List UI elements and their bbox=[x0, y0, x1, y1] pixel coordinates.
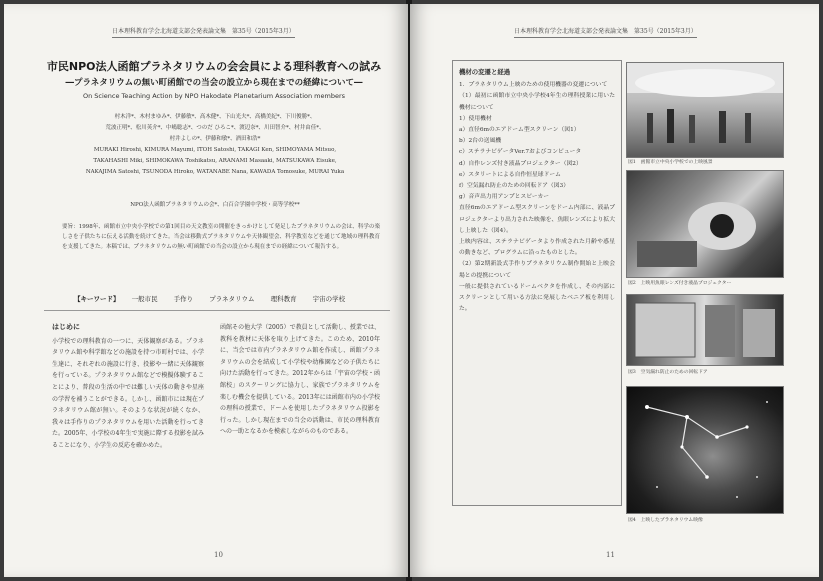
list-item: （1）最初に函館市立中央小学校4年生の理科授業に用いた機材について bbox=[459, 93, 615, 111]
photo-illustration bbox=[627, 295, 783, 365]
left-page bbox=[4, 4, 408, 577]
photo-illustration bbox=[627, 387, 783, 513]
keyword: 手作り bbox=[173, 295, 194, 303]
paper-title: 市民NPO法人函館プラネタリウムの会会員による理科教育への試み bbox=[46, 60, 382, 73]
list-item: f）空気漏れ防止のための回転ドア（図3） bbox=[459, 183, 570, 190]
keywords bbox=[74, 294, 359, 303]
equipment-textbox bbox=[452, 60, 622, 506]
list-item: b）2台の送風機 bbox=[459, 138, 502, 145]
list-item: c）ステラナビゲータVer.7およびコンピュータ bbox=[459, 149, 582, 156]
list-item: g）音声出力用アンプとスピーカー bbox=[459, 194, 550, 201]
keyword: 宇宙の学校 bbox=[312, 295, 346, 303]
figure-4-photo bbox=[626, 386, 784, 514]
divider bbox=[44, 310, 390, 311]
page-number: 10 bbox=[214, 551, 223, 559]
figure-caption: 図4 上映したプラネタリウム映像 bbox=[628, 518, 703, 523]
author-line: 村井よしの*、伊藤和敏*、酒田和浩* bbox=[169, 136, 261, 142]
body-text: 小学校での理科教育の一つに、天体観察がある。プラネタリウム館や科学館などの施設を持つ市町村では、小学生達に、それぞれの施設に行き、投影や一緒に天体観察を行っている。プラネタリウム館などで模擬体験することにより、普段の生活の中では難しい天体の動きや星座の学習を補うことができる。しかし、函館市には現在プラネタリウム館が無い。そのような状況が続くなか、我々は手作りのプラネタリウムを用いた活動を行ってきた。2005年、小学校の4年生で実施に際する投影を試みることになり、小学生の反応を確かめた。 bbox=[52, 337, 204, 449]
list-item: （2）第2期新設式手作りプラネタリウム制作開始と上映会場との提携について bbox=[459, 261, 615, 279]
body-column-1 bbox=[52, 322, 204, 452]
author-line: NAKAJIMA Satoshi, TSUNODA Hiroko, WATANABE Nana, KAWADA Tomosuke, MURAI Yuka bbox=[85, 169, 345, 175]
photo-illustration bbox=[627, 63, 783, 157]
abstract: 要旨：1998年、函館市立中央小学校での第1回目の天文教室の開催をきっかけとして発足したプラネタリウムの会は、科学の楽しさを子供たちに伝える活動を続けてきた。当会は移動式プラネタリウムや天体観望会、科学教室などを通じて地域の理科教育を支援してきた。本稿では、プラネタリウムの無い町函館での当会の設立から現在までの経緯について報告する。 bbox=[62, 224, 380, 250]
keyword: 理科教育 bbox=[270, 295, 297, 303]
english-title: On Science Teaching Action by NPO Hakodate Planetarium Association members bbox=[82, 92, 346, 100]
figure-caption: 図2 上映用魚眼レンズ付き液晶プロジェクター bbox=[628, 281, 732, 286]
list-item: a）直径6mのエアドーム型スクリーン（図1） bbox=[459, 127, 580, 134]
textbox-column bbox=[459, 67, 615, 315]
figure-caption: 図3 空気漏れ防止のための回転ドア bbox=[628, 370, 708, 375]
author-list bbox=[60, 112, 370, 178]
right-page bbox=[410, 4, 819, 577]
figure-caption: 図1 函館市立中央小学校での上映風景 bbox=[628, 160, 713, 165]
list-item: 1．プラネタリウム上映のための使用機器の変遷について bbox=[459, 82, 608, 89]
running-head: 日本理科教育学会北海道支部会発表論文集 第35号（2015年3月） bbox=[514, 26, 697, 38]
affiliation: NPO法人函館プラネタリウムの会*、白百合学園中学校・高等学校** bbox=[130, 202, 300, 208]
body-text: 函館その他大学（2005）で教員として活動し、授業では、教科を教材に天体を取り上げてきた。このため、2010年に、当会では市内プラネタリウム館を作成し、函館プラネタリウムの会を結成して小学校や幼稚園などの子供たちに向けた活動を行ってきた。2012年からは「宇宙の学校・函館校」のスクーリングに協力し、家族でプラネタリウムを楽しむ機会を提供している。2013年には函館市内の小学校の理科の授業で、ドームを使用したプラネタリウム投影を行った。しかし現在までの当会の活動は、市民の理科教育への一助となるかを模索しながらのものである。 bbox=[220, 324, 380, 436]
list-item: e）スタリートによる自作恒星球ドーム bbox=[459, 171, 561, 178]
author-line: 村木洋*、木村まゆみ*、伊藤敏*、高木健*、下山光夫*、高橋美紀*、下川俊勝*、 bbox=[114, 114, 316, 120]
author-line: MURAKI Hiroshi, KIMURA Mayumi, ITOH Satoshi, TAKAGI Ken, SHIMOYAMA Mitsuo, bbox=[93, 147, 337, 153]
keyword: プラネタリウム bbox=[209, 295, 255, 303]
figure-1-photo bbox=[626, 62, 784, 158]
list-item: 直径6mのエアドーム型スクリーンをドーム内部に、液晶プロジェクターより出力された映像を、魚眼レンズにより拡大し上映した（図4）。 bbox=[459, 205, 615, 234]
figure-2-photo bbox=[626, 170, 784, 278]
figure-3-photo bbox=[626, 294, 784, 366]
author-line: 荒波正明*、松川英介*、中嶋聡志*、つのだ ひろこ*、渡辺奈*、川田智介*、村井由佳*、 bbox=[105, 125, 325, 131]
list-item: d）自作レンズ付き液晶プロジェクター（図2） bbox=[459, 160, 582, 167]
photo-illustration bbox=[627, 171, 783, 277]
section-heading: はじめに bbox=[52, 323, 80, 331]
body-column-2 bbox=[220, 322, 380, 438]
list-item: 一般に提供されているドームベクタを作成し、その内部にスクリーンとして用いる方法に発展したベニア板を利用した。 bbox=[459, 283, 615, 313]
paper-subtitle: ―プラネタリウムの無い町函館での当会の設立から現在までの経緯について― bbox=[65, 78, 363, 88]
section-heading: 機材の変遷と経過 bbox=[459, 68, 511, 76]
page-number: 11 bbox=[606, 551, 615, 559]
keywords-label: 【キーワード】 bbox=[74, 295, 120, 303]
list-item: 上映内容は、ステラナビゲータより作成された月齢や惑星の動きなど、プログラムに沿ったものとした。 bbox=[459, 239, 615, 257]
list-item: 1）使用機材 bbox=[459, 115, 492, 122]
keyword: 一般市民 bbox=[131, 295, 158, 303]
author-line: TAKAHASHI Miki, SHIMOKAWA Toshikatsu, ARANAMI Masaaki, MATSUKAWA Eisuke, bbox=[93, 158, 337, 164]
running-head: 日本理科教育学会北海道支部会発表論文集 第35号（2015年3月） bbox=[112, 26, 295, 38]
